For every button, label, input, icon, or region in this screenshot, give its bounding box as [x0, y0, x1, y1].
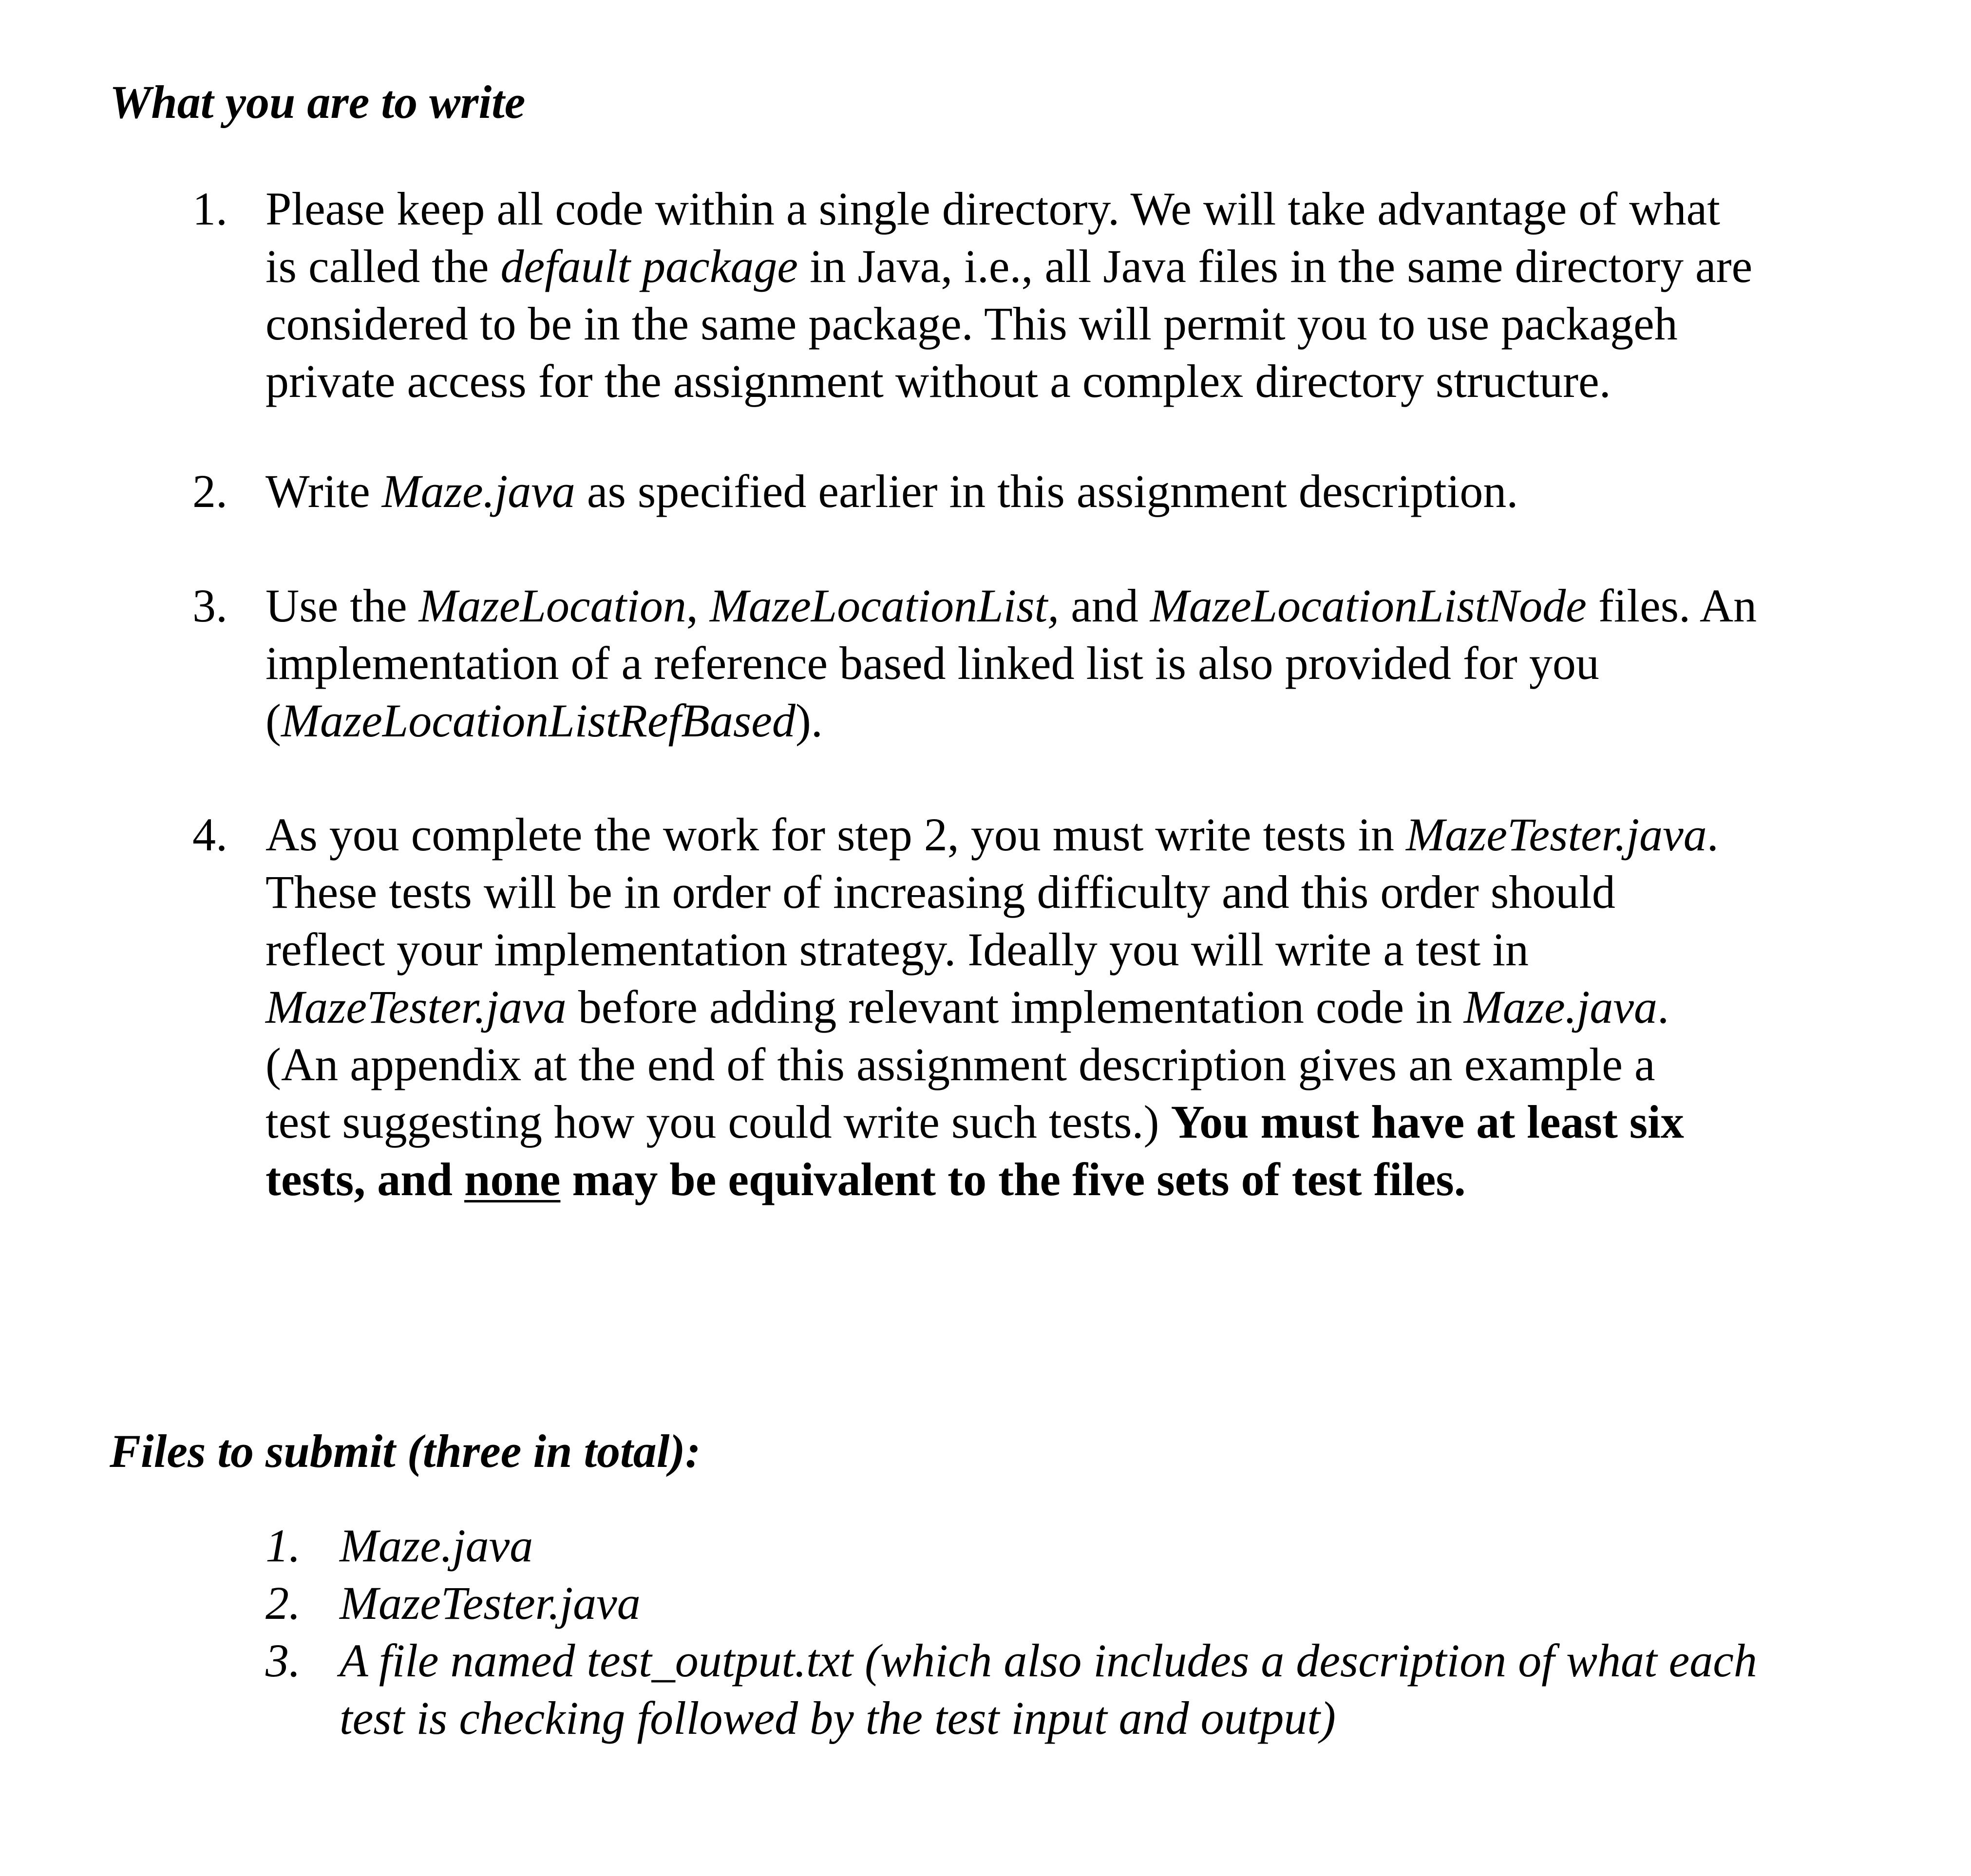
text-run: none: [464, 1153, 561, 1205]
text-run: Write: [265, 465, 382, 517]
item-number: 4.: [192, 808, 227, 861]
text-run: MazeLocationListNode: [1150, 580, 1587, 632]
file-text: [340, 1517, 1918, 1575]
file-number: 3.: [265, 1634, 301, 1687]
text-line: [265, 921, 1927, 978]
file-line: Maze.java: [340, 1520, 533, 1572]
item-number: 2.: [192, 465, 227, 517]
file-line: MazeTester.java: [340, 1577, 641, 1629]
file-number: 2.: [265, 1577, 301, 1629]
text-run: MazeLocationListRefBased: [281, 694, 796, 747]
text-line: [265, 1151, 1927, 1208]
text-run: .: [1657, 981, 1669, 1033]
item-text: [265, 577, 1927, 750]
text-run: Use the: [265, 580, 419, 632]
text-line: [265, 463, 1927, 520]
file-line: test is checking followed by the test input and output): [340, 1692, 1336, 1744]
file-line: A file named test_output.txt (which also includes a description of what each: [340, 1634, 1757, 1687]
text-line: [265, 692, 1927, 750]
text-line: [265, 353, 1927, 410]
text-line: [265, 1093, 1927, 1151]
text-run: Please keep all code within a single directory. We will take advantage of what: [265, 183, 1720, 235]
text-line: [265, 863, 1927, 921]
text-line: [265, 238, 1927, 295]
text-run: private access for the assignment without a complex directory structure.: [265, 355, 1611, 407]
text-run: As you complete the work for step 2, you must write tests in: [265, 808, 1406, 861]
text-run: considered to be in the same package. This will permit you to use packageh: [265, 298, 1678, 350]
file-text: [340, 1632, 1918, 1747]
text-run: files. An: [1586, 580, 1757, 632]
text-run: MazeLocation: [418, 580, 686, 632]
text-run: You must have at least six: [1171, 1096, 1684, 1148]
file-text: [340, 1575, 1918, 1632]
text-run: before adding relevant implementation code in: [566, 981, 1464, 1033]
text-run: ,: [686, 580, 710, 632]
text-run: test suggesting how you could write such tests.): [265, 1096, 1171, 1148]
text-run: Maze.java: [381, 465, 575, 517]
text-run: in Java, i.e., all Java files in the same directory are: [797, 240, 1753, 292]
section-heading: What you are to write: [110, 76, 526, 128]
text-run: Maze.java: [1463, 981, 1657, 1033]
text-run: and: [1059, 580, 1150, 632]
text-line: [265, 806, 1927, 863]
item-text: [265, 180, 1927, 410]
text-line: [265, 1036, 1927, 1093]
text-run: MazeLocationList,: [709, 580, 1060, 632]
file-number: 1.: [265, 1520, 301, 1572]
text-run: These tests will be in order of increasing difficulty and this order should: [265, 866, 1615, 918]
text-run: ).: [795, 694, 823, 747]
text-line: [265, 978, 1927, 1036]
text-run: tests, and: [265, 1153, 465, 1205]
text-run: (An appendix at the end of this assignment description gives an example a: [265, 1038, 1655, 1090]
item-number: 3.: [192, 580, 227, 632]
text-run: as specified earlier in this assignment description.: [575, 465, 1518, 517]
text-run: is called the: [265, 240, 501, 292]
text-line: [265, 577, 1927, 635]
text-line: [265, 180, 1927, 238]
text-run: (: [265, 694, 281, 747]
text-run: may be equivalent to the five sets of test files.: [560, 1153, 1466, 1205]
files-heading: Files to submit (three in total):: [110, 1425, 701, 1477]
text-line: [265, 635, 1927, 692]
item-text: [265, 463, 1927, 520]
text-run: implementation of a reference based linked list is also provided for you: [265, 637, 1599, 689]
text-run: MazeTester.java: [265, 981, 567, 1033]
text-run: .: [1706, 808, 1719, 861]
text-run: MazeTester.java: [1405, 808, 1707, 861]
text-run: reflect your implementation strategy. Ideally you will write a test in: [265, 923, 1529, 976]
item-number: 1.: [192, 183, 227, 235]
text-run: default package: [500, 240, 798, 292]
item-text: [265, 806, 1927, 1208]
text-line: [265, 295, 1927, 353]
